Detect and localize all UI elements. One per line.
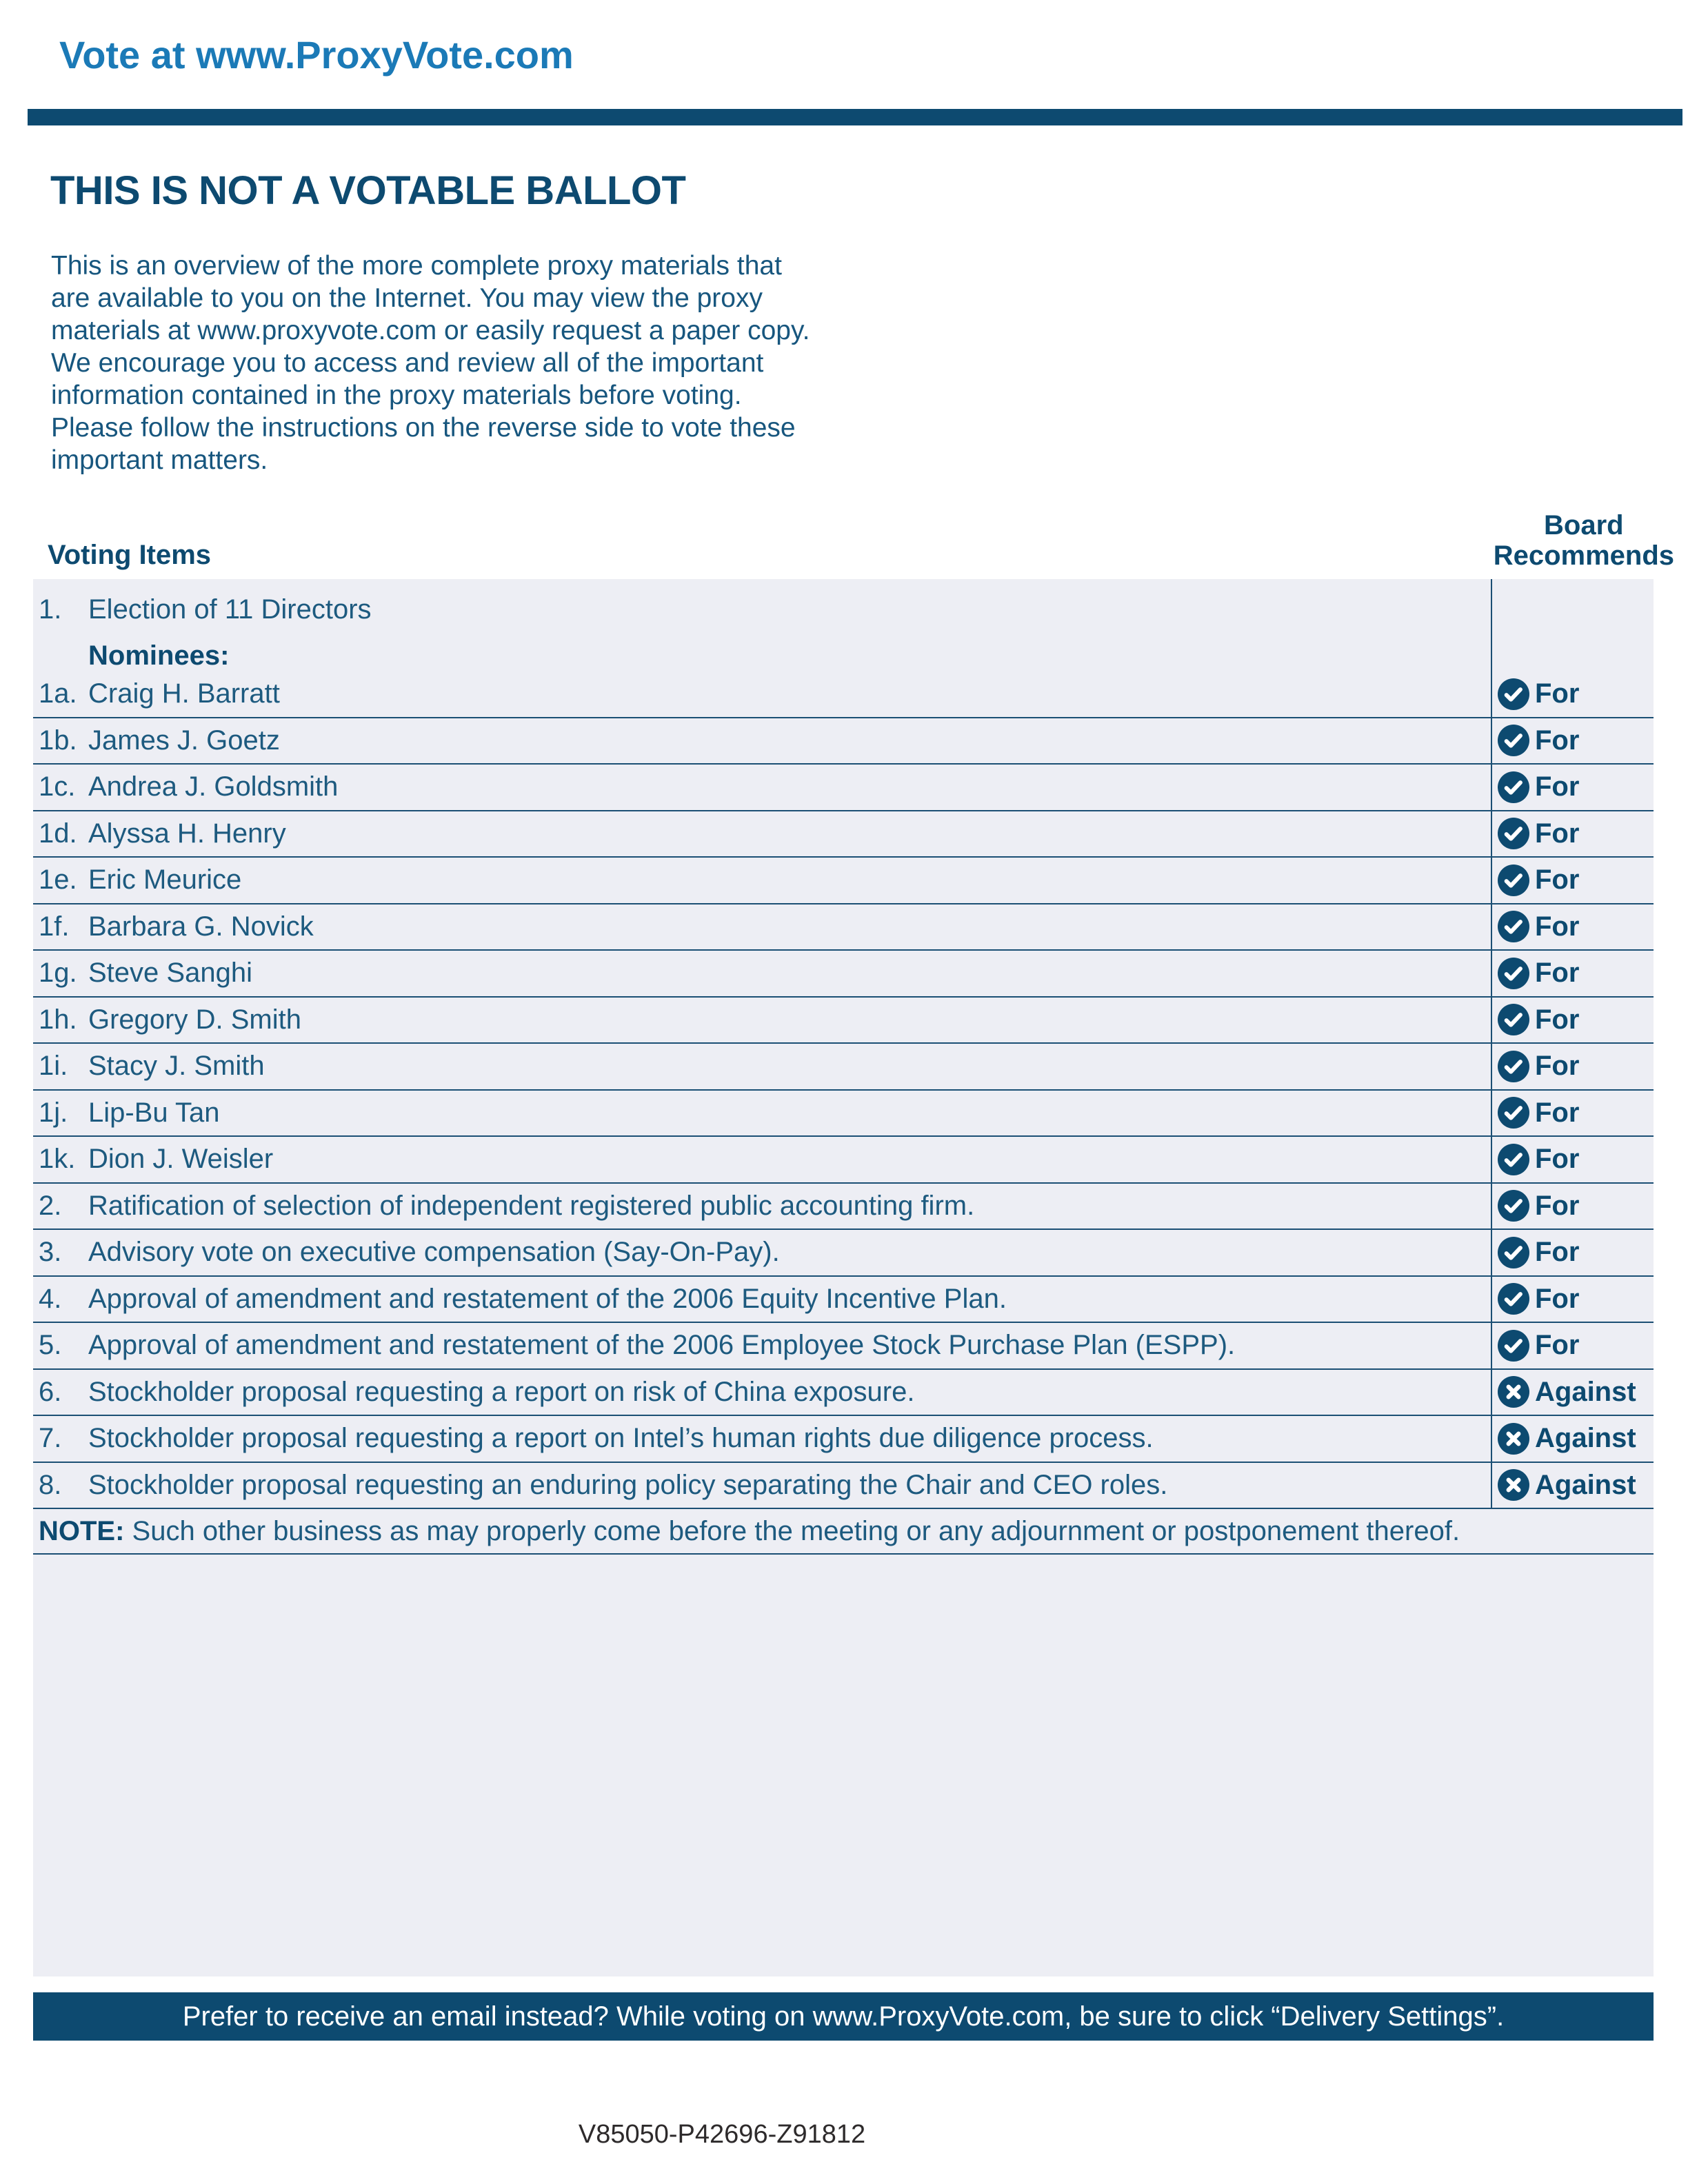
- recommendation-cell: [1491, 1370, 1654, 1415]
- item-number: 1c.: [39, 771, 76, 802]
- table-row-1j: [33, 1091, 1654, 1138]
- item-number: 4.: [39, 1283, 62, 1314]
- table-row-item1: [33, 579, 1654, 640]
- item-number: 1d.: [39, 818, 77, 849]
- recommendation-label: For: [1535, 771, 1580, 802]
- recommendation-label: For: [1535, 1144, 1580, 1175]
- item-text: Andrea J. Goldsmith: [88, 771, 339, 802]
- footer-banner: [33, 1992, 1654, 2041]
- table-row-1k: [33, 1137, 1654, 1184]
- board-recommends-header: [1494, 510, 1674, 571]
- table-row-1g: [33, 951, 1654, 998]
- footer-banner-text: Prefer to receive an email instead? While voting on www.ProxyVote.com, be sure to click “Delivery Settings”.: [182, 2001, 1505, 2032]
- recommendation-cell: [1491, 1277, 1654, 1322]
- recommendation-cell: [1491, 904, 1654, 950]
- recommendation-cell: [1491, 765, 1654, 810]
- item-number: 1k.: [39, 1144, 76, 1175]
- check-circle-icon: [1498, 1237, 1529, 1268]
- board-recommends-line1: Board: [1544, 510, 1624, 540]
- recommendation-cell: [1491, 998, 1654, 1043]
- item-number: 2.: [39, 1190, 62, 1221]
- recommendation-cell: [1491, 1044, 1654, 1089]
- voting-items-header: Voting Items: [48, 540, 212, 570]
- check-circle-icon: [1498, 818, 1529, 849]
- intro-line: are available to you on the Internet. You may view the proxy: [51, 283, 763, 313]
- table-header: [48, 510, 1674, 571]
- item-number: 1f.: [39, 911, 70, 942]
- check-circle-icon: [1498, 958, 1529, 989]
- recommendation-label: For: [1535, 911, 1580, 942]
- table-row-7: [33, 1416, 1654, 1463]
- intro-line: materials at www.proxyvote.com or easily request a paper copy.: [51, 316, 810, 345]
- recommendation-cell: [1491, 858, 1654, 903]
- table-row-5: [33, 1323, 1654, 1370]
- header-rule: [28, 109, 1682, 125]
- item-text: Ratification of selection of independent registered public accounting firm.: [88, 1190, 975, 1221]
- nominees-label: Nominees:: [88, 640, 230, 671]
- item-text: Stacy J. Smith: [88, 1051, 265, 1082]
- recommendation-cell: [1491, 1091, 1654, 1136]
- item-number: 7.: [39, 1423, 62, 1454]
- recommendation-label: Against: [1535, 1469, 1636, 1500]
- table-row-1b: [33, 718, 1654, 765]
- table-row-1a: [33, 671, 1654, 718]
- check-circle-icon: [1498, 1190, 1529, 1222]
- item-text: Steve Sanghi: [88, 958, 252, 989]
- item-number: 1a.: [39, 678, 77, 709]
- recommendation-cell: [1491, 718, 1654, 764]
- note-label: NOTE:: [39, 1515, 125, 1546]
- check-circle-icon: [1498, 1051, 1529, 1082]
- recommendation-label: For: [1535, 1190, 1580, 1221]
- recommendation-cell-empty: [1491, 640, 1654, 671]
- recommendation-label: For: [1535, 725, 1580, 756]
- item-text: James J. Goetz: [88, 725, 280, 756]
- check-circle-icon: [1498, 911, 1529, 942]
- table-row-1i: [33, 1044, 1654, 1091]
- recommendation-cell: [1491, 811, 1654, 857]
- table-row-8: [33, 1463, 1654, 1510]
- check-circle-icon: [1498, 1330, 1529, 1362]
- table-row-1f: [33, 904, 1654, 951]
- recommendation-cell: [1491, 951, 1654, 996]
- recommendation-cell: [1491, 671, 1654, 717]
- table-row-nominees: [33, 640, 1654, 671]
- document-code: V85050-P42696-Z91812: [578, 2120, 866, 2149]
- table-row-2: [33, 1184, 1654, 1231]
- item-text: Advisory vote on executive compensation (Say-On-Pay).: [88, 1237, 780, 1268]
- recommendation-label: For: [1535, 1004, 1580, 1035]
- intro-line: We encourage you to access and review all of the important: [51, 348, 764, 378]
- recommendation-cell: [1491, 1463, 1654, 1508]
- check-circle-icon: [1498, 771, 1529, 803]
- recommendation-label: Against: [1535, 1423, 1636, 1454]
- item-text: Stockholder proposal requesting an enduring policy separating the Chair and CEO roles.: [88, 1469, 1168, 1500]
- recommendation-cell: [1491, 1137, 1654, 1182]
- item-number: 1b.: [39, 725, 77, 756]
- table-row-3: [33, 1230, 1654, 1277]
- item-text: Dion J. Weisler: [88, 1144, 274, 1175]
- intro-line: Please follow the instructions on the reverse side to vote these: [51, 413, 796, 443]
- table-row-1c: [33, 765, 1654, 811]
- recommendation-cell: [1491, 1230, 1654, 1275]
- item-number: 1e.: [39, 865, 77, 896]
- intro-line: This is an overview of the more complete proxy materials that: [51, 251, 782, 281]
- check-circle-icon: [1498, 1004, 1529, 1035]
- table-row-4: [33, 1277, 1654, 1324]
- recommendation-label: For: [1535, 958, 1580, 989]
- item-number: 1i.: [39, 1051, 68, 1082]
- intro-line: important matters.: [51, 445, 268, 475]
- item-text: Approval of amendment and restatement of the 2006 Employee Stock Purchase Plan (ESPP).: [88, 1330, 1236, 1361]
- item-number: 1j.: [39, 1097, 68, 1128]
- recommendation-label: For: [1535, 678, 1580, 709]
- recommendation-label: For: [1535, 818, 1580, 849]
- item-text: Craig H. Barratt: [88, 678, 280, 709]
- table-empty-area: [33, 1555, 1654, 1976]
- x-circle-icon: [1498, 1376, 1529, 1408]
- item-number: 5.: [39, 1330, 62, 1361]
- check-circle-icon: [1498, 865, 1529, 896]
- note-text: NOTE: Such other business as may properly come before the meeting or any adjournment or postponement thereof.: [39, 1515, 1460, 1546]
- check-circle-icon: [1498, 725, 1529, 756]
- recommendation-label: For: [1535, 865, 1580, 896]
- item-number: 1g.: [39, 958, 77, 989]
- item-number: 1.: [39, 594, 62, 625]
- intro-line: information contained in the proxy materials before voting.: [51, 381, 742, 410]
- item-text: Alyssa H. Henry: [88, 818, 286, 849]
- voting-items-table: [33, 579, 1654, 1976]
- note-row: [33, 1509, 1654, 1555]
- recommendation-label: For: [1535, 1330, 1580, 1361]
- check-circle-icon: [1498, 1283, 1529, 1315]
- table-row-1d: [33, 811, 1654, 858]
- item-text: Stockholder proposal requesting a report on risk of China exposure.: [88, 1376, 915, 1407]
- table-row-6: [33, 1370, 1654, 1417]
- item-text: Approval of amendment and restatement of the 2006 Equity Incentive Plan.: [88, 1283, 1007, 1314]
- recommendation-label: For: [1535, 1051, 1580, 1082]
- table-row-1e: [33, 858, 1654, 904]
- recommendation-cell: [1491, 1323, 1654, 1368]
- table-row-1h: [33, 998, 1654, 1044]
- recommendation-cell: [1491, 1184, 1654, 1229]
- x-circle-icon: [1498, 1423, 1529, 1455]
- item-text: Election of 11 Directors: [88, 594, 372, 625]
- recommendation-cell-empty: [1491, 579, 1654, 640]
- intro-paragraph: [51, 250, 1688, 476]
- check-circle-icon: [1498, 1144, 1529, 1175]
- page-title: THIS IS NOT A VOTABLE BALLOT: [50, 168, 686, 213]
- item-text: Stockholder proposal requesting a report on Intel’s human rights due diligence process.: [88, 1423, 1154, 1454]
- item-text: Barbara G. Novick: [88, 911, 314, 942]
- recommendation-label: Against: [1535, 1376, 1636, 1407]
- check-circle-icon: [1498, 1097, 1529, 1129]
- item-number: 3.: [39, 1237, 62, 1268]
- recommendation-label: For: [1535, 1237, 1580, 1268]
- item-number: 6.: [39, 1376, 62, 1407]
- item-text: Lip-Bu Tan: [88, 1097, 220, 1128]
- item-number: 1h.: [39, 1004, 77, 1035]
- recommendation-label: For: [1535, 1097, 1580, 1128]
- x-circle-icon: [1498, 1469, 1529, 1501]
- board-recommends-line2: Recommends: [1493, 540, 1674, 571]
- check-circle-icon: [1498, 678, 1529, 710]
- item-number: 8.: [39, 1469, 62, 1500]
- item-text: Eric Meurice: [88, 865, 242, 896]
- item-text: Gregory D. Smith: [88, 1004, 301, 1035]
- recommendation-cell: [1491, 1416, 1654, 1462]
- proxyvote-url-heading: Vote at www.ProxyVote.com: [59, 33, 574, 77]
- recommendation-label: For: [1535, 1283, 1580, 1314]
